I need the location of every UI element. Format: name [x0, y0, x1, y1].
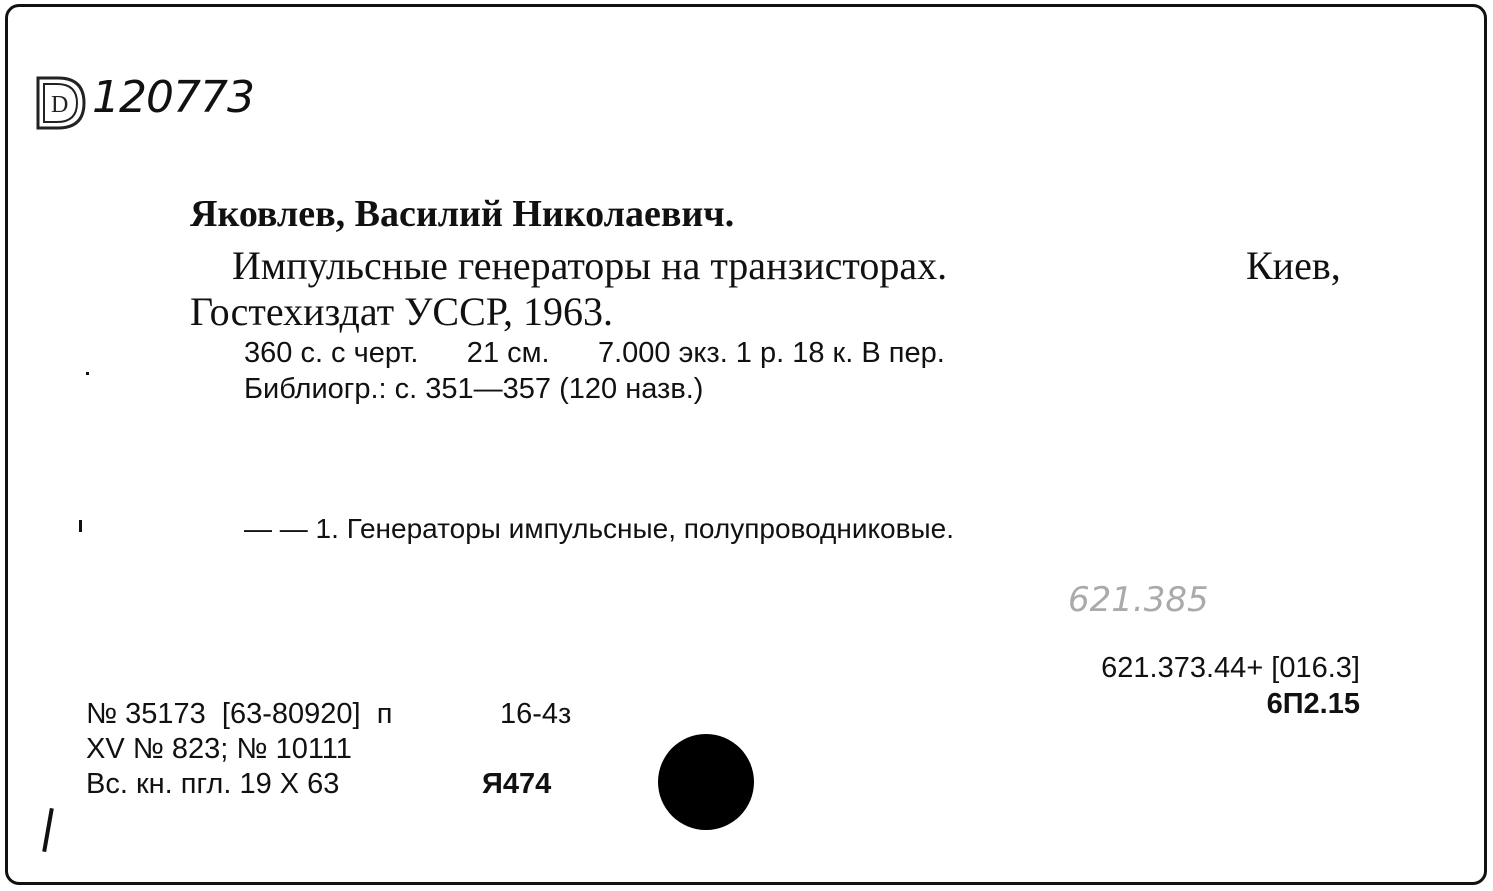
udc-index: 621.373.44+ [016.3] — [1101, 652, 1360, 684]
subject-heading: — — 1. Генераторы импульсные, полупроводниковые. — [244, 513, 954, 544]
registry-number: № 35173 [63-80920] п — [86, 698, 393, 730]
title-line: Импульсные генераторы на транзисторах. — [232, 243, 948, 288]
margin-dot — [86, 372, 89, 375]
registry-series: XV № 823; № 10111 — [86, 733, 352, 765]
publisher-year: Гостехиздат УССР, 1963. — [190, 289, 614, 334]
author-heading: Яковлев, Василий Николаевич. — [190, 193, 735, 235]
physical-description: 360 с. с черт. 21 см. 7.000 экз. 1 р. 18 к. В пер. — [244, 337, 945, 369]
author-mark: Я474 — [482, 768, 552, 800]
punched-dot — [658, 734, 754, 830]
registry-date: Вс. кн. пгл. 19 X 63 — [86, 768, 340, 800]
pencil-classification-mark: 621.385 — [1068, 580, 1209, 620]
place-of-publication: Киев, — [1246, 243, 1341, 288]
svg-text:D: D — [51, 92, 69, 118]
margin-mark — [79, 520, 82, 532]
inventory-number: 120773 — [92, 72, 254, 123]
library-stamp-icon — [28, 72, 90, 139]
registry-code: 16-4з — [500, 698, 572, 730]
bbk-index: 6П2.15 — [1266, 688, 1360, 720]
bibliography-note: Библиогр.: с. 351—357 (120 назв.) — [244, 373, 704, 405]
